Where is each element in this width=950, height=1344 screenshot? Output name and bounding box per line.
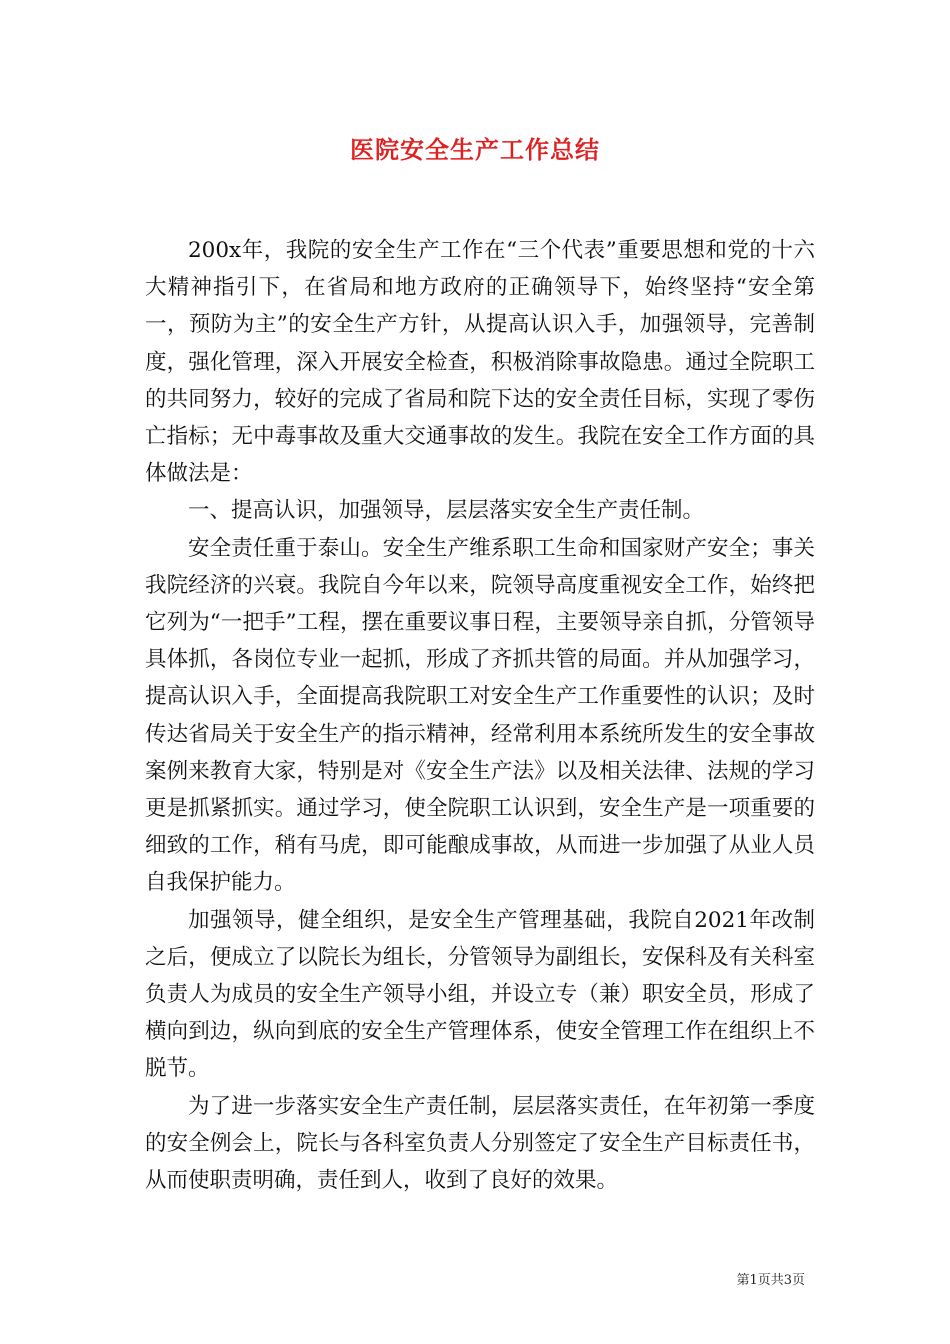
page-number: 第1页共3页	[736, 1273, 805, 1288]
paragraph-accountability: 为了进一步落实安全生产责任制，层层落实责任，在年初第一季度的安全例会上，院长与各科室负责人分别签定了安全生产目标责任书，从而使职责明确，责任到人，收到了良好的效果。	[145, 1093, 815, 1194]
document-title: 医院安全生产工作总结	[350, 135, 600, 164]
document-body	[145, 232, 815, 1199]
paragraph-responsibility: 安全责任重于泰山。安全生产维系职工生命和国家财产安全；事关我院经济的兴衰。我院自今年以来，院领导高度重视安全工作，始终把它列为“一把手”工程，摆在重要议事日程，主要领导亲自抓，分管领导具体抓，各岗位专业一起抓，形成了齐抓共管的局面。并从加强学习，提高认识入手，全面提高我院职工对安全生产工作重要性的认识；及时传达省局关于安全生产的指示精神，经常利用本系统所发生的安全事故案例来教育大家，特别是对《安全生产法》以及相关法律、法规的学习更是抓紧抓实。通过学习，使全院职工认识到，安全生产是一项重要的细致的工作，稍有马虎，即可能酿成事故，从而进一步加强了从业人员自我保护能力。	[145, 535, 815, 896]
paragraph-section-heading: 一、提高认识，加强领导，层层落实安全生产责任制。	[188, 498, 705, 524]
paragraph-organization: 加强领导，健全组织，是安全生产管理基础，我院自2021年改制之后，便成立了以院长为组长，分管领导为副组长，安保科及有关科室负责人为成员的安全生产领导小组，并设立专（兼）职安全员，形成了横向到边，纵向到底的安全生产管理体系，使安全管理工作在组织上不脱节。	[145, 907, 815, 1082]
paragraph-intro: 200x年，我院的安全生产工作在“三个代表”重要思想和党的十六大精神指引下，在省局和地方政府的正确领导下，始终坚持“安全第一，预防为主”的安全生产方针，从提高认识入手，加强领导，完善制度，强化管理，深入开展安全检查，积极消除事故隐患。通过全院职工的共同努力，较好的完成了省局和院下达的安全责任目标，实现了零伤亡指标；无中毒事故及重大交通事故的发生。我院在安全工作方面的具体做法是：	[145, 238, 815, 487]
